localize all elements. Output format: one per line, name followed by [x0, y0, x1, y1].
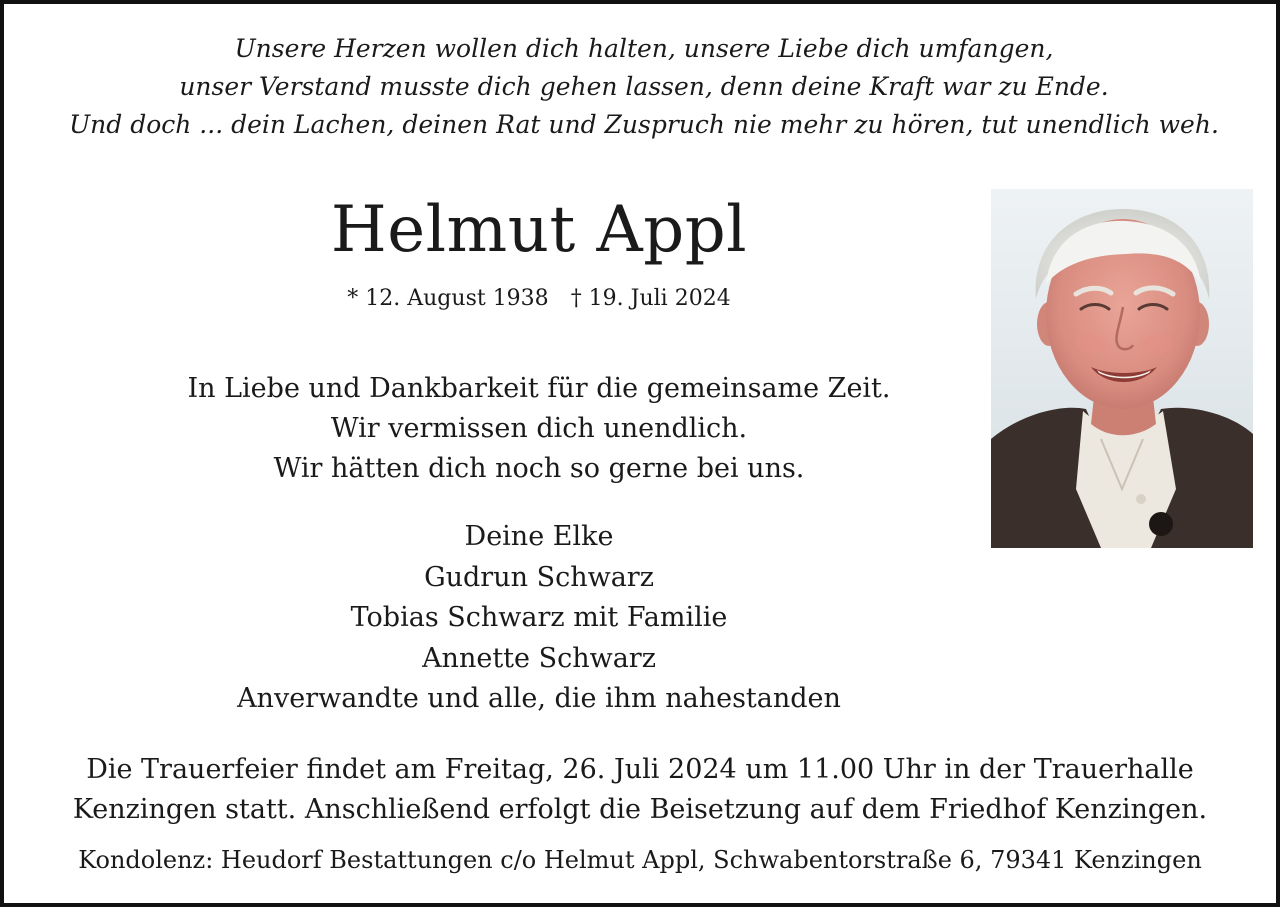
mourner: Tobias Schwarz mit Familie [350, 602, 728, 633]
mourner: Deine Elke [464, 521, 614, 552]
service-announcement [0, 750, 1280, 830]
deceased-name: Helmut Appl [330, 193, 748, 267]
birth-date: * 12. August 1938 [347, 286, 549, 311]
life-dates [204, 284, 874, 314]
portrait-photo [991, 189, 1253, 548]
mourner: Anverwandte und alle, die ihm nahestanden [237, 683, 841, 714]
poem-line: Und doch ... dein Lachen, deinen Rat und Zuspruch nie mehr zu hören, tut unendlich weh. [69, 110, 1219, 139]
poem [4, 30, 1280, 144]
service-line: Kenzingen statt. Anschließend erfolgt die Beisetzung auf dem Friedhof Kenzingen. [72, 794, 1208, 825]
message-line: Wir hätten dich noch so gerne bei uns. [273, 453, 805, 484]
condolence-address: Kondolenz: Heudorf Bestattungen c/o Helmut Appl, Schwabentorstraße 6, 79341 Kenzingen [78, 846, 1202, 874]
service-line: Die Trauerfeier findet am Freitag, 26. Juli 2024 um 11.00 Uhr in der Trauerhalle [86, 754, 1194, 785]
poem-line: unser Verstand musste dich gehen lassen, denn deine Kraft war zu Ende. [179, 72, 1109, 101]
poem-line: Unsere Herzen wollen dich halten, unsere Liebe dich umfangen, [234, 34, 1054, 63]
mourner: Gudrun Schwarz [424, 561, 654, 593]
memorial-message [104, 369, 974, 489]
death-date: † 19. Juli 2024 [570, 286, 731, 311]
portrait-illustration [991, 189, 1253, 548]
message-line: In Liebe und Dankbarkeit für die gemeinsame Zeit. [187, 373, 891, 404]
mourner: Annette Schwarz [422, 642, 656, 674]
message-line: Wir vermissen dich unendlich. [330, 413, 748, 444]
mourners-list [104, 517, 974, 720]
